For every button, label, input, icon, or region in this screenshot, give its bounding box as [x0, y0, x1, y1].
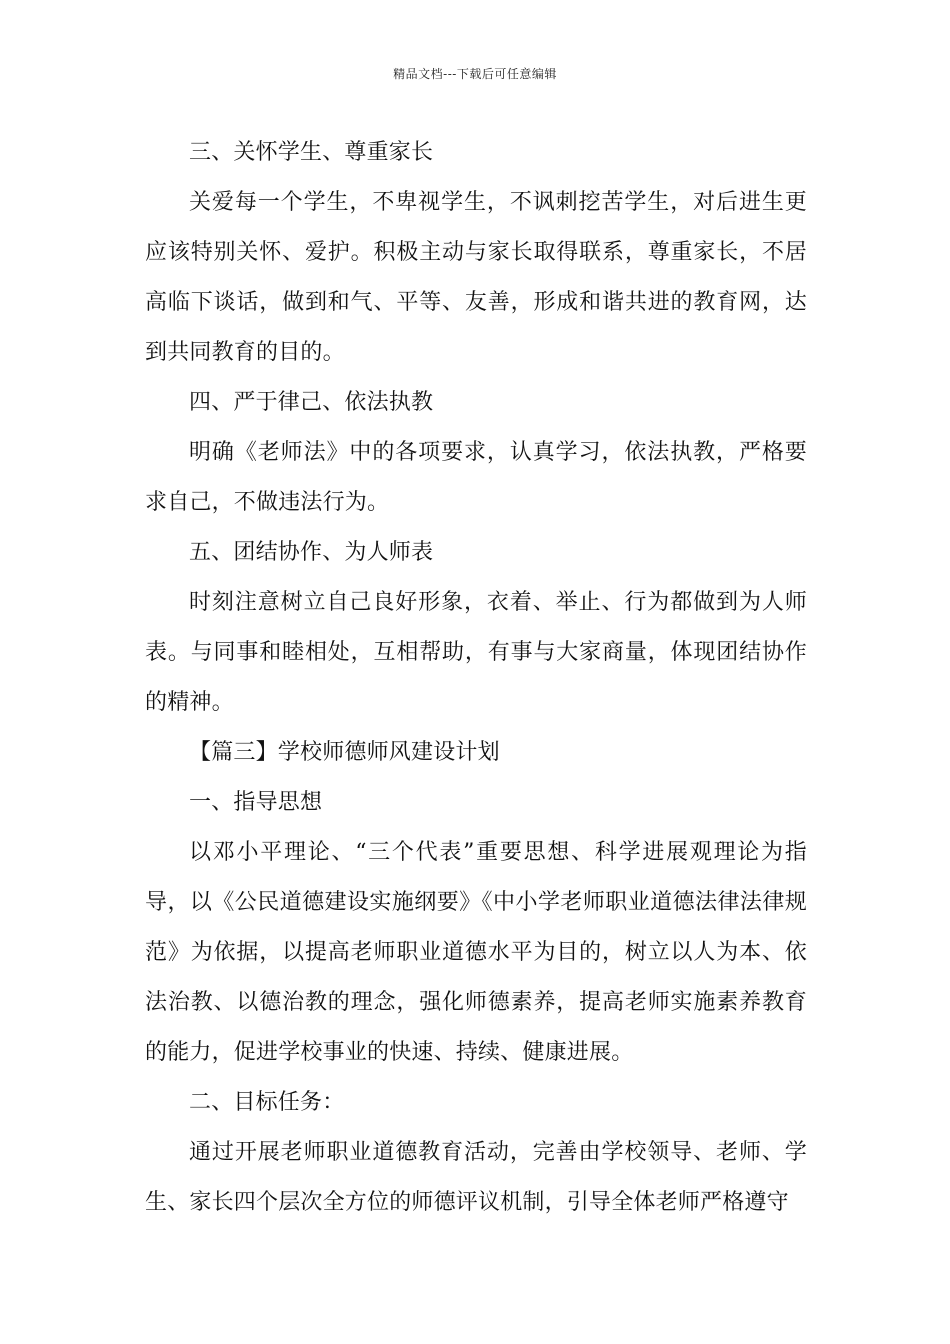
document-body	[145, 128, 807, 1228]
page-header: 精品文档---下载后可任意编辑	[393, 67, 557, 81]
body-paragraph: 时刻注意树立自己良好形象，衣着、举止、行为都做到为人师表。与同事和睦相处，互相帮助，有事与大家商量，体现团结协作的精神。	[145, 590, 807, 715]
chapter-title: 【篇三】学校师德师风建设计划	[189, 740, 500, 765]
body-paragraph: 关爱每一个学生，不卑视学生，不讽刺挖苦学生，对后进生更应该特别关怀、爱护。积极主动与家长取得联系，尊重家长，不居高临下谈话，做到和气、平等、友善，形成和谐共进的教育网，达到共同教育的目的。	[145, 190, 807, 365]
body-paragraph: 明确《老师法》中的各项要求，认真学习，依法执教，严格要求自己，不做违法行为。	[145, 440, 807, 515]
section-heading: 四、严于律己、依法执教	[189, 390, 434, 415]
body-paragraph: 通过开展老师职业道德教育活动，完善由学校领导、老师、学生、家长四个层次全方位的师德评议机制，引导全体老师严格遵守	[145, 1140, 807, 1215]
section-heading: 三、关怀学生、尊重家长	[189, 140, 434, 165]
section-heading: 二、目标任务：	[189, 1090, 345, 1115]
section-heading: 五、团结协作、为人师表	[189, 540, 434, 565]
body-paragraph: 以邓小平理论、“三个代表”重要思想、科学进展观理论为指导，以《公民道德建设实施纲要》《中小学老师职业道德法律法律规范》为依据，以提高老师职业道德水平为目的，树立以人为本、依法治教、以德治教的理念，强化师德素养，提高老师实施素养教育的能力，促进学校事业的快速、持续、健康进展。	[145, 840, 807, 1065]
section-heading: 一、指导思想	[189, 790, 323, 815]
